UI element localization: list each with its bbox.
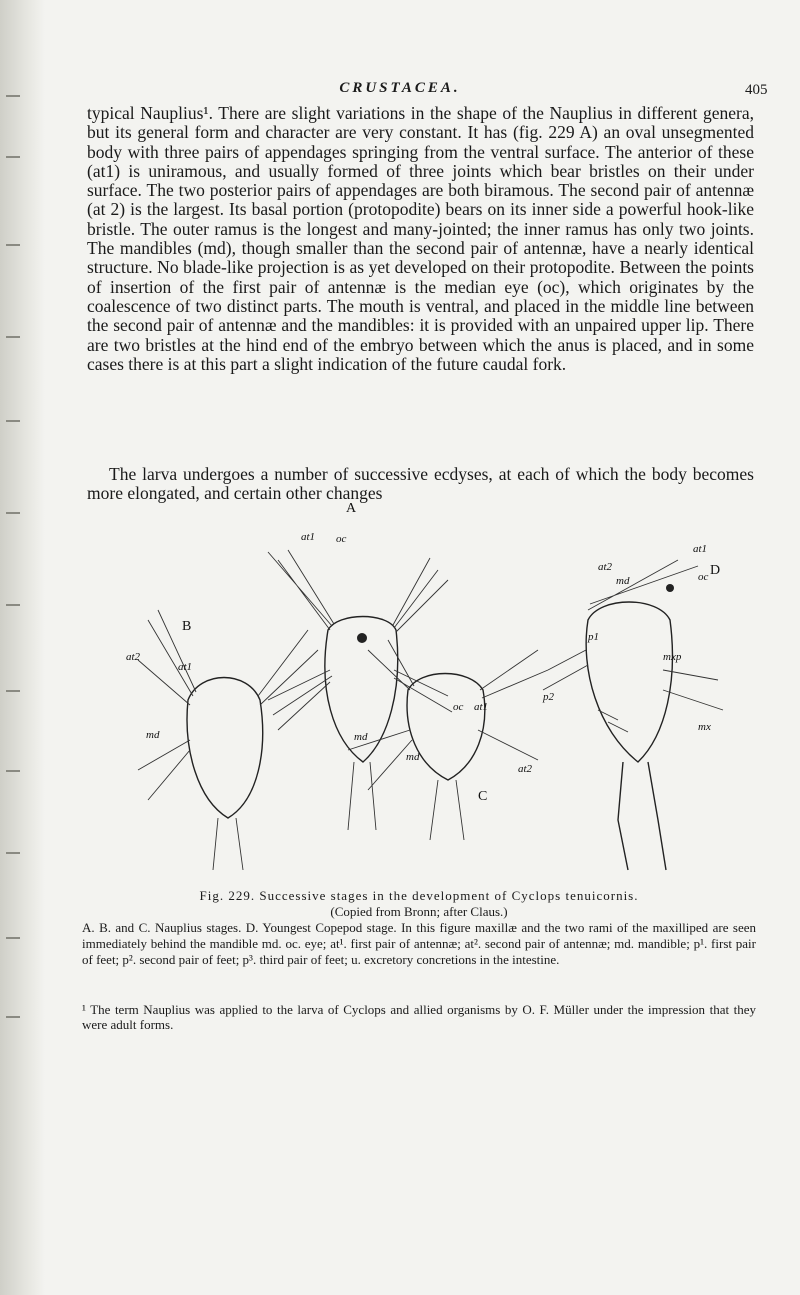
figure-panel-d — [542, 543, 723, 870]
panel-label-c: C — [478, 789, 488, 804]
label-p2-d: p2 — [543, 691, 554, 703]
label-md-c: md — [406, 751, 420, 763]
figure-cyclops-development — [118, 500, 740, 876]
paragraph-nauplius-description: typical Nauplius¹. There are slight variations in the shape of the Nauplius in different genera, but its general form and character are very constant. It has (fig. 229 A) an oval unsegmented body with three pairs of appendages springing from the ventral surface. The anterior of these (at1) is uniramous, and usually formed of three joints which bear bristles on their under surface. The two posterior pairs of appendages are both biramous. The second pair of antennæ (at 2) is the largest. Its basal portion (protopodite) bears on its inner side a powerful hook-like bristle. The outer ramus is the longest and many-jointed; the inner ramus has only two joints. The mandibles (md), though smaller than the second pair of antennæ, have a nearly identical structure. No blade-like projection is as yet developed on their protopodite. Between the points of insertion of the first pair of antennæ is the median eye (oc), which originates by the coalescence of two distinct parts. The mouth is ventral, and placed in the middle line between the second pair of antennæ and the mandibles: it is provided with an unpaired upper lip. There are two bristles at the hind end of the embryo between which the anus is placed, and in some cases there is at this part a slight indication of the future caudal fork. — [87, 103, 754, 374]
figure-panel-a — [268, 501, 452, 830]
label-at1-a: at1 — [301, 531, 316, 543]
label-mx-d: mx — [698, 721, 711, 733]
caption-source: (Copied from Bronn; after Claus.) — [330, 904, 508, 919]
figure-caption — [82, 888, 756, 968]
footnote: ¹ The term Nauplius was applied to the larva of Cyclops and allied organisms by O. F. Müller under the impression that they were adult forms. — [82, 1002, 756, 1032]
label-md-d: md — [616, 575, 630, 587]
label-oc-c: oc — [453, 701, 464, 713]
label-mxp-d: mxp — [663, 651, 682, 663]
label-oc-a: oc — [336, 533, 347, 545]
label-md-a: md — [354, 731, 368, 743]
panel-label-a: A — [346, 501, 357, 516]
label-at1-b: at1 — [178, 661, 193, 673]
label-md-b: md — [146, 729, 160, 741]
caption-title: Fig. 229. Successive stages in the development of Cyclops tenuicornis. — [199, 888, 639, 903]
panel-label-b: B — [182, 619, 192, 634]
panel-label-d: D — [710, 563, 721, 578]
figure-panel-c — [348, 640, 548, 840]
page-number: 405 — [745, 82, 768, 98]
figure-panel-b — [126, 610, 318, 870]
label-p1-d: p1 — [588, 631, 599, 643]
label-at2-c: at2 — [518, 763, 533, 775]
label-at1-d: at1 — [693, 543, 708, 555]
running-head: CRUSTACEA. — [339, 80, 461, 96]
caption-text: A. B. and C. Nauplius stages. D. Youngest Copepod stage. In this figure maxillæ and the two rami of the maxilliped are seen immediately behind the mandible md. oc. eye; at¹. first pair of antennæ; at². second pair of antennæ; md. mandible; p¹. first pair of feet; p². second pair of feet; p³. third pair of feet; u. excretory concretions in the intestine. — [82, 920, 756, 967]
label-at2-d: at2 — [598, 561, 613, 573]
paragraph-ecdyses: The larva undergoes a number of successive ecdyses, at each of which the body becomes more elongated, and certain other changes — [87, 464, 754, 504]
label-at1-c: at1 — [474, 701, 489, 713]
label-oc-d: oc — [698, 571, 709, 583]
label-at2-b: at2 — [126, 651, 141, 663]
